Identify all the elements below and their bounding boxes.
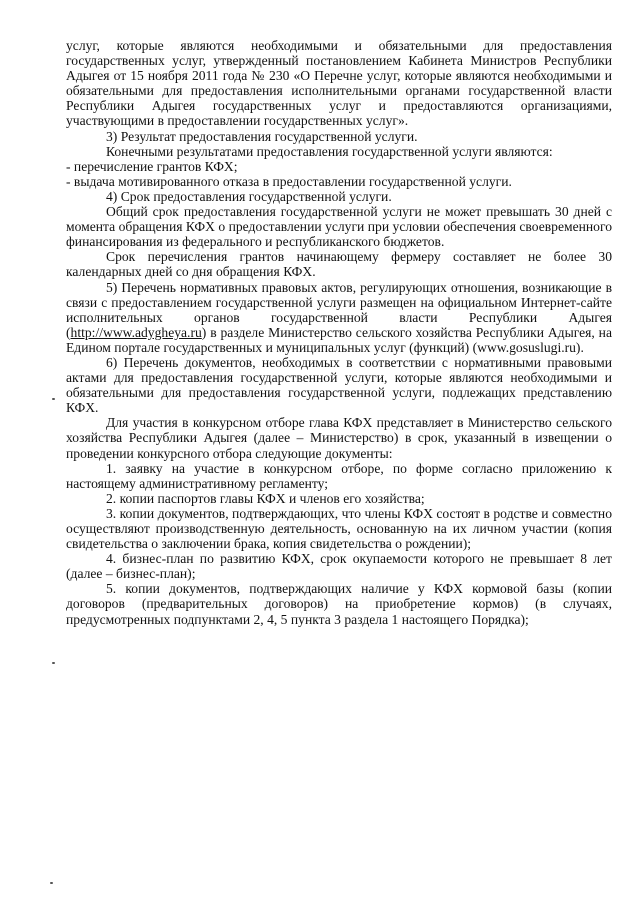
list-item: 4. бизнес-план по развитию КФХ, срок окупаемости которого не превышает 8 лет (далее – бизнес-план); (66, 551, 612, 582)
list-item: 5. копии документов, подтверждающих наличие у КФХ кормовой базы (копии договоров (предварительных договоров) на приобретение кормов) (в случаях, предусмотренных подпунктами 2, 4, 5 пункта 3 раздела 1 настоящего Порядка); (66, 581, 612, 627)
section-heading: 4) Срок предоставления государственной услуги. (106, 188, 392, 204)
paragraph: услуг, которые являются необходимыми и обязательными для предоставления государственных услуг, утвержденный постановлением Кабинета Министров Республики Адыгея от 15 ноября 2011 года № 230 «О Перечне услуг, которые являются необходимыми и обязательными для предоставления исполнительными органами государственной власти Республики Адыгея государственных услуг и предоставляются организациями, участвующими в предоставлении государственных услуг». (66, 38, 612, 129)
paragraph-with-link (66, 280, 612, 355)
scan-speck (52, 398, 55, 400)
scan-speck (52, 662, 55, 664)
paragraph: Конечными результатами предоставления государственной услуги являются: (106, 143, 553, 159)
list-item: 1. заявку на участие в конкурсном отборе, по форме согласно приложению к настоящему административному регламенту; (66, 460, 612, 491)
paragraph-text: 5) Перечень нормативных правовых актов, регулирующих отношения, возникающие в связи с предоставлением государственной услуги размещен на официальном Интернет-сайте исполнительных органов государственной власти Республики Адыгея ( (66, 279, 612, 340)
list-item: - выдача мотивированного отказа в предоставлении государственной услуги. (66, 173, 512, 189)
list-item: 3. копии документов, подтверждающих, что члены КФХ состоят в родстве и совместно осуществляют производственную деятельность, основанную на их личном участии (копия свидетельства о заключении брака, копия свидетельства о рождении); (66, 505, 612, 552)
list-item: 2. копии паспортов главы КФХ и членов его хозяйства; (106, 490, 425, 506)
paragraph-text: ) в разделе Министерство сельского хозяйства Республики Адыгея, на Едином портале государственных и муниципальных услуг (функций) (www.gosuslugi.ru). (66, 324, 612, 355)
list-item: - перечисление грантов КФХ; (66, 158, 238, 174)
website-link[interactable]: http://www.adygheya.ru (70, 324, 202, 340)
section-heading: 3) Результат предоставления государственной услуги. (106, 128, 418, 144)
scan-speck (50, 882, 53, 884)
paragraph: Для участия в конкурсном отборе глава КФХ представляет в Министерство сельского хозяйства Республики Адыгея (далее – Министерство) в срок, указанный в извещении о проведении конкурсного отбора следующие документы: (66, 415, 612, 461)
paragraph: Общий срок предоставления государственной услуги не может превышать 30 дней с момента обращения КФХ о предоставлении услуги при условии обеспечения своевременного финансирования из федерального и республиканского бюджетов. (66, 204, 612, 250)
paragraph: Срок перечисления грантов начинающему фермеру составляет не более 30 календарных дней со дня обращения КФХ. (66, 249, 612, 280)
paragraph: 6) Перечень документов, необходимых в соответствии с нормативными правовыми актами для предоставления государственной услуги, которые являются необходимыми и обязательными для предоставления государственной услуги, подлежащих представлению КФХ. (66, 354, 612, 416)
document-body (66, 38, 612, 627)
